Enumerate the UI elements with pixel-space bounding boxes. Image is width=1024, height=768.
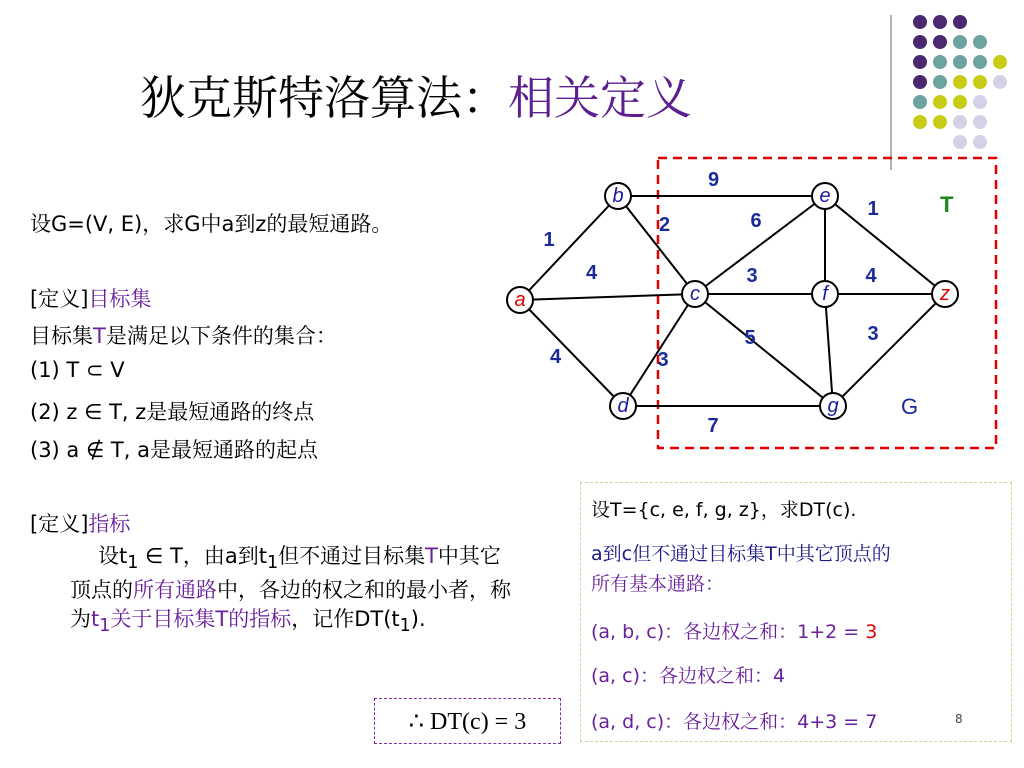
definition-target-set-desc [30, 320, 337, 350]
decorative-dot [913, 75, 927, 89]
decorative-dot [973, 95, 987, 109]
para-sub: 1 [127, 553, 139, 574]
edge-weight-a-b: 1 [543, 229, 555, 251]
decorative-dot [913, 115, 927, 129]
decorative-dot [953, 55, 967, 69]
condition-1: (1) T ⊂ V [30, 358, 125, 382]
example-path-adc: (a, d, c)：各边权之和：4+3 = 7 [591, 711, 878, 733]
node-label-a: a [514, 289, 526, 311]
node-label-z: z [940, 283, 950, 305]
edge-weight-b-c: 2 [658, 214, 671, 236]
example-question: 设T={c, e, f, g, z}，求DT(c). [591, 499, 857, 521]
definition-bracket: [定义] [30, 287, 89, 311]
graph-label: G [901, 394, 919, 419]
decorative-dot [953, 35, 967, 49]
para-text: ∈ T，由a到t [138, 544, 267, 568]
decorative-dot [993, 75, 1007, 89]
decorative-dot [973, 115, 987, 129]
desc-set-T: T [93, 324, 106, 348]
edge-a-c [520, 294, 695, 300]
decorative-dot [993, 55, 1007, 69]
condition-3: (3) a ∉ T, a是最短通路的起点 [30, 438, 318, 462]
decorative-dot [973, 35, 987, 49]
desc-text: 目标集 [30, 324, 93, 348]
conclusion-box: ∴ DT(c) = 3 [374, 698, 561, 744]
decorative-dot [933, 75, 947, 89]
decorative-dot [973, 135, 987, 149]
decorative-dot [913, 15, 927, 29]
edge-a-d [520, 300, 623, 406]
edge-weight-e-z: 1 [867, 198, 879, 220]
para-text: 中，各边的权之和的最小者，称为 [70, 577, 511, 632]
example-paths-intro-2: 所有基本通路： [591, 573, 725, 595]
decorative-dot [933, 55, 947, 69]
edge-f-g [825, 294, 833, 406]
node-label-g: g [827, 395, 839, 417]
edge-e-z [825, 196, 945, 294]
para-sub: 1 [99, 616, 111, 637]
problem-statement: 设G=(V, E)，求G中a到z的最短通路。 [30, 212, 393, 236]
decorative-dot [953, 135, 967, 149]
title-accent: 相关定义 [508, 71, 692, 125]
edge-weight-a-d: 4 [549, 346, 562, 368]
decorative-dot [913, 95, 927, 109]
edge-a-b [520, 196, 618, 300]
para-text: ，记作DT(t [291, 607, 400, 632]
decorative-dot [933, 15, 947, 29]
decorative-dot [913, 35, 927, 49]
node-label-b: b [612, 185, 624, 207]
definition-term: 目标集 [88, 287, 152, 311]
page-number: 8 [955, 712, 963, 726]
para-index-term: 关于目标集T的指标 [110, 607, 292, 632]
definition-index-heading [30, 508, 130, 538]
desc-text-end: 是满足以下条件的集合： [105, 324, 337, 348]
definition-index-paragraph [70, 542, 520, 639]
example-box [580, 482, 1012, 742]
decorative-dot [953, 115, 967, 129]
para-text: 设t [98, 544, 128, 568]
edge-weight-f-z: 4 [865, 265, 877, 287]
edge-b-c [618, 196, 695, 294]
para-text: ). [410, 607, 426, 632]
node-label-d: d [617, 395, 629, 417]
decorative-dot [933, 95, 947, 109]
definition-bracket: [定义] [30, 512, 89, 536]
decorative-dot [913, 55, 927, 69]
edge-weight-d-g: 7 [707, 415, 719, 437]
example-paths-intro: a到c但不通过目标集T中其它顶点的 [591, 543, 891, 565]
para-text: 中其它顶点的 [70, 544, 501, 602]
title-main: 狄克斯特洛算法： [140, 71, 508, 125]
edge-weight-a-c: 4 [585, 262, 598, 284]
decorative-dot [933, 35, 947, 49]
example-path-ac: (a, c)：各边权之和：4 [591, 665, 786, 687]
decorative-dot [953, 15, 967, 29]
decorative-dot [973, 75, 987, 89]
edge-g-z [833, 294, 945, 406]
decorative-dot [953, 75, 967, 89]
para-all-paths: 所有通路 [133, 577, 217, 602]
condition-2: (2) z ∈ T, z是最短通路的终点 [30, 400, 315, 424]
edge-weight-c-g: 5 [744, 327, 756, 349]
decorative-dot [953, 95, 967, 109]
para-set-T: T [425, 544, 438, 568]
para-text: 但不通过目标集 [278, 544, 426, 568]
para-sub: 1 [266, 553, 279, 574]
decorative-dot [933, 115, 947, 129]
decorative-dot [973, 55, 987, 69]
example-path-abc [591, 617, 877, 644]
edge-weight-g-z: 3 [867, 323, 879, 345]
path-abc-text: (a, b, c)：各边权之和：1+2 = [591, 621, 866, 643]
node-label-e: e [819, 185, 831, 207]
weighted-graph [490, 150, 1010, 460]
decorative-dot-grid [890, 0, 1024, 170]
para-t1: t [91, 607, 100, 632]
slide-title [140, 62, 692, 128]
node-label-c: c [690, 283, 700, 305]
para-sub: 1 [399, 616, 411, 637]
edge-weight-b-e: 9 [707, 169, 720, 191]
edge-weight-c-d: 3 [657, 349, 669, 371]
edge-weight-c-f: 3 [746, 265, 758, 287]
path-abc-min: 3 [865, 621, 878, 643]
node-label-f: f [822, 283, 828, 305]
definition-target-set-heading [30, 283, 151, 313]
target-set-label: T [940, 192, 954, 217]
definition-term: 指标 [88, 512, 131, 536]
edge-c-g [695, 294, 833, 406]
edge-weight-c-e: 6 [750, 210, 762, 232]
